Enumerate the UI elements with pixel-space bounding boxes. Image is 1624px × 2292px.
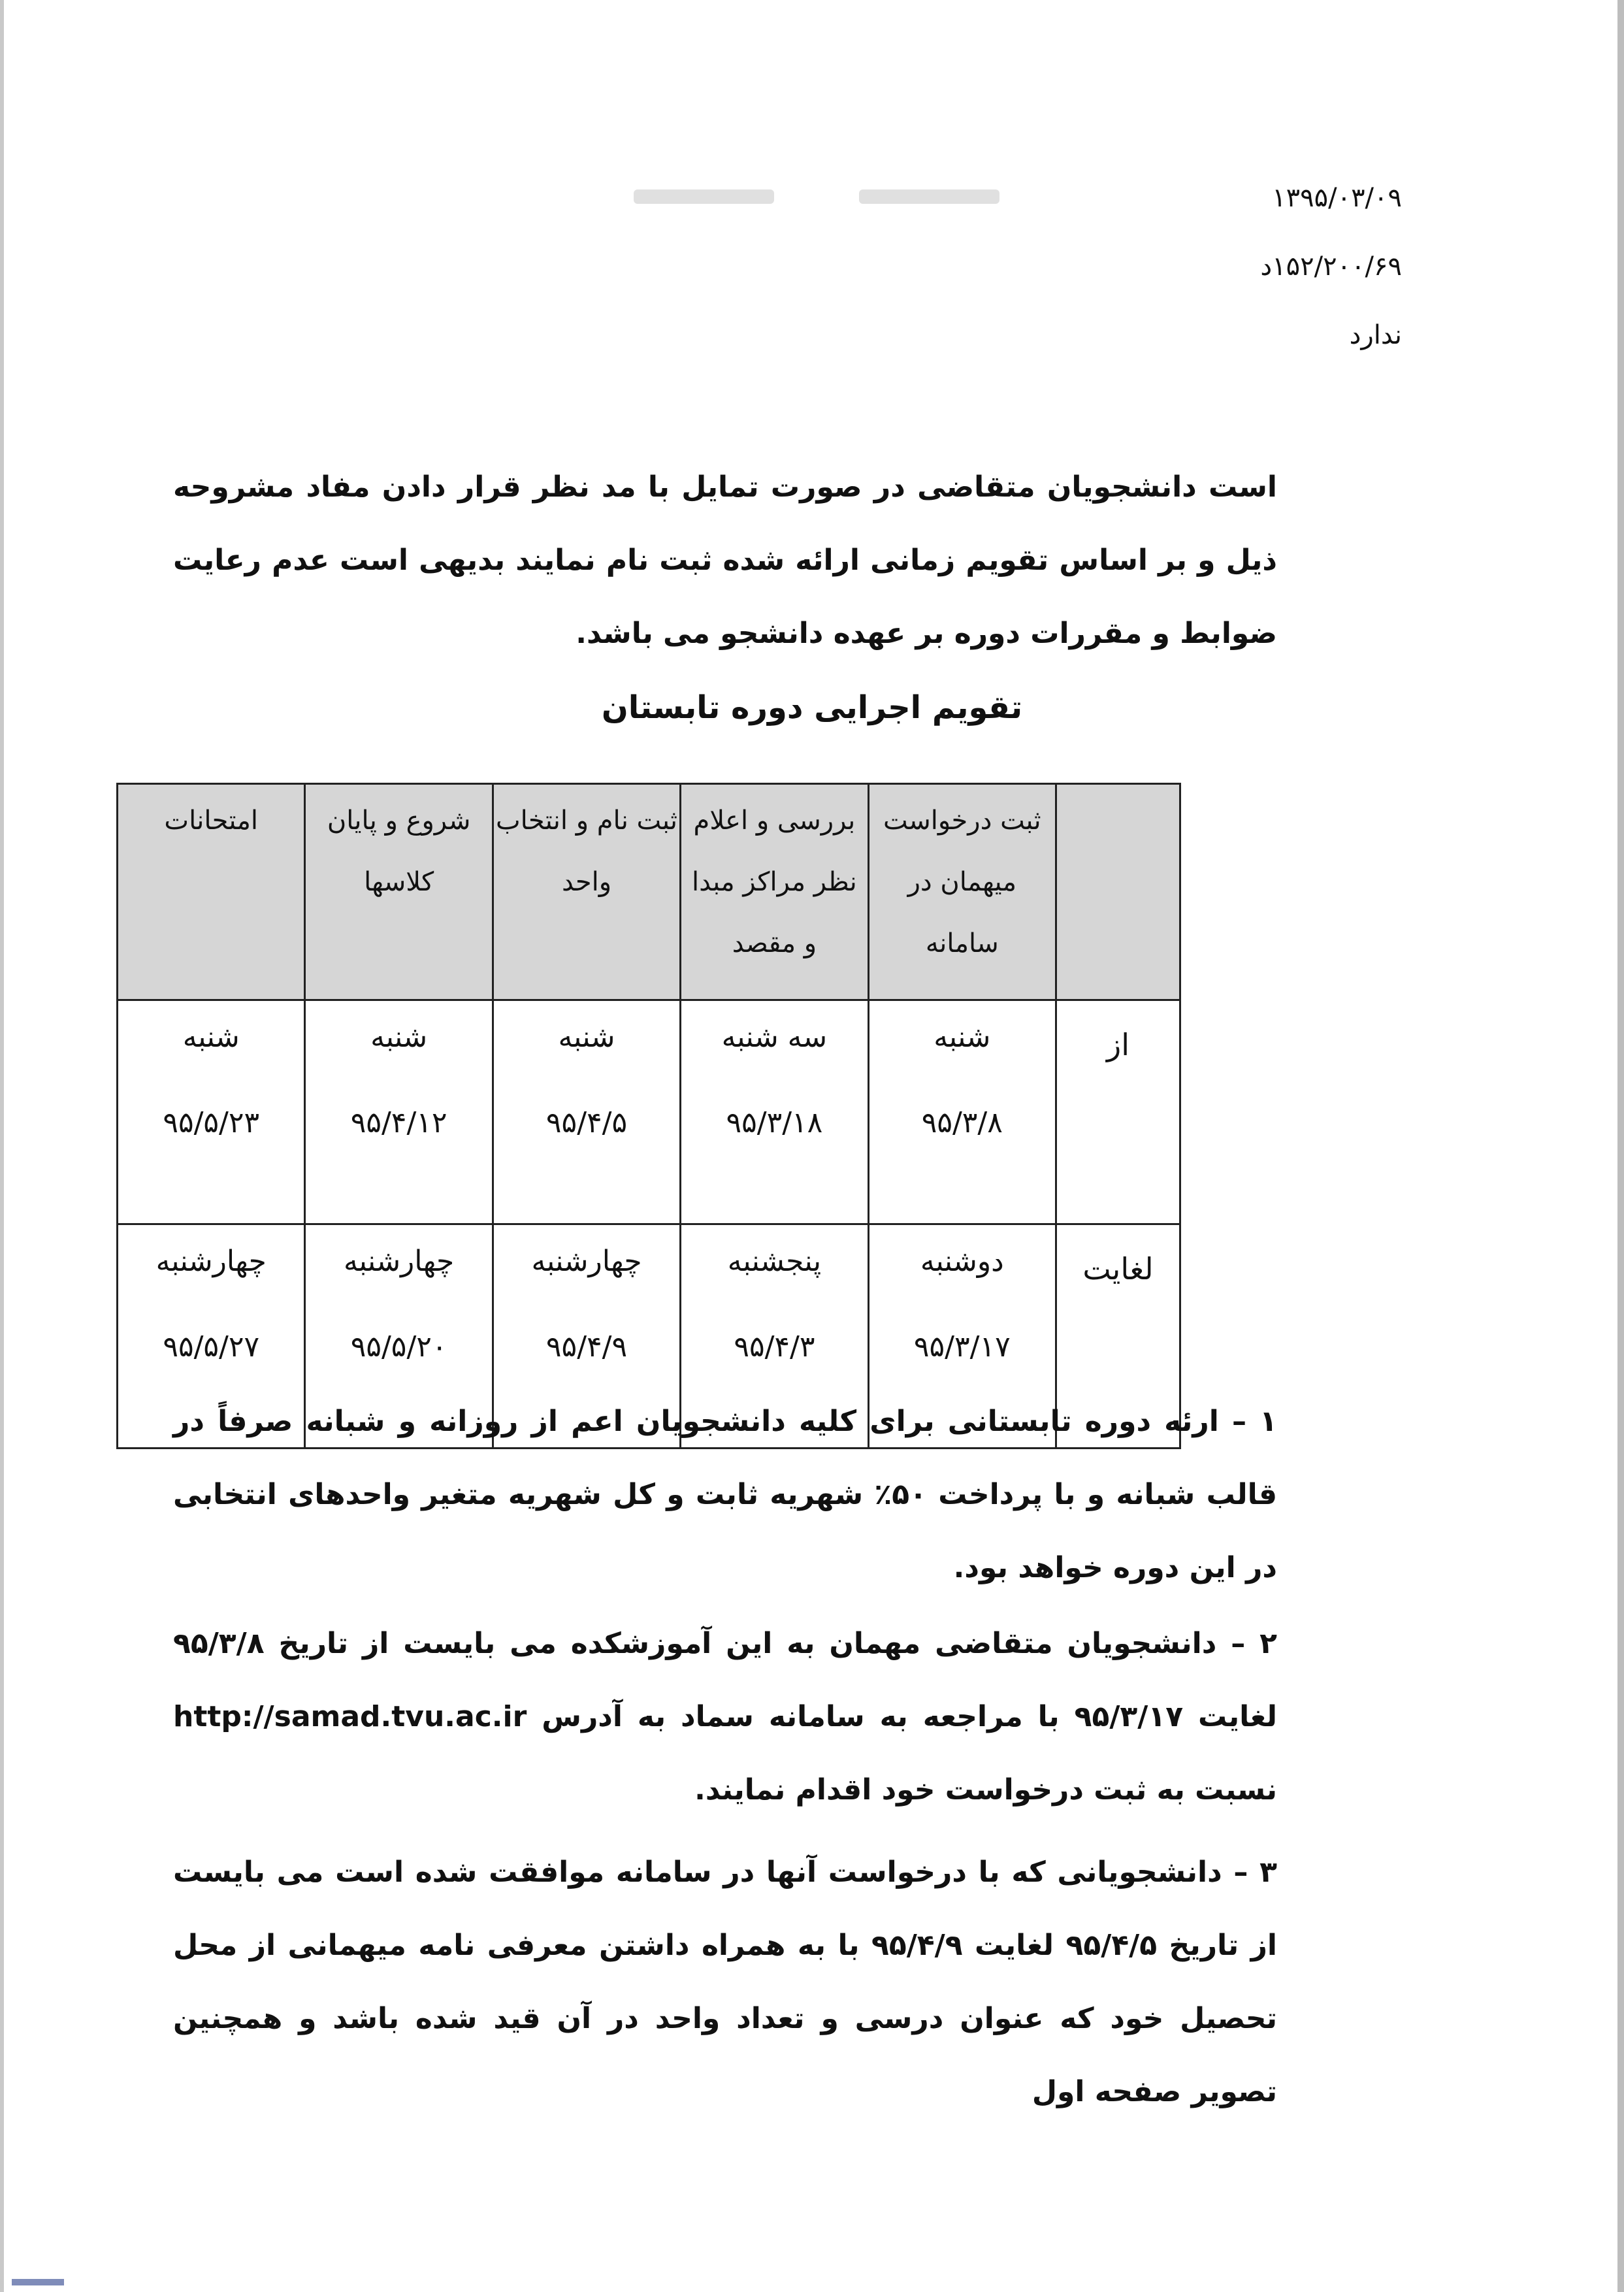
- table-row: [118, 1000, 1180, 1224]
- cell-day: پنجشنبه: [727, 1245, 822, 1278]
- letter-date: ۱۳۹۵/۰۳/۰۹: [1272, 183, 1402, 213]
- cell-date: ۹۵/۳/۱۸: [726, 1106, 823, 1139]
- cell-day: شنبه: [934, 1021, 991, 1054]
- cell-day: دوشنبه: [920, 1245, 1004, 1278]
- cell-date: ۹۵/۵/۲۰: [350, 1330, 447, 1364]
- cell-day: شنبه: [370, 1021, 428, 1054]
- table-title: تقویم اجرایی دوره تابستان: [601, 689, 1023, 726]
- row-label: لغایت: [1056, 1224, 1180, 1449]
- cell-date: ۹۵/۴/۹: [545, 1330, 628, 1364]
- cell-date: ۹۵/۴/۵: [545, 1106, 628, 1139]
- clause-2-paragraph: ۲ – دانشجویان متقاضی مهمان به این آموزشکده می بایست از تاریخ ۹۵/۳/۸ لغایت ۹۵/۳/۱۷ با مراجعه به سامانه سماد به آدرس http://samad.tvu.ac.ir نسبت به ثبت درخواست خود اقدام نمایند.: [173, 1627, 1277, 1807]
- table-header-cell: بررسی و اعلام نظر مراکز مبدا و مقصد: [681, 784, 868, 1000]
- cell-day: شنبه: [558, 1021, 615, 1054]
- cell-date: ۹۵/۳/۸: [921, 1106, 1003, 1139]
- table-cell: [493, 1000, 680, 1224]
- clause-3-paragraph: ۳ – دانشجویانی که با درخواست آنها در سامانه موافقت شده است می بایست از تاریخ ۹۵/۴/۵ لغایت ۹۵/۴/۹ با به همراه داشتن معرفی نامه میهمانی از محل تحصیل خود که عنوان درسی و تعداد واحد در آن قید شده باشد و همچنین تصویر صفحه اول: [173, 1856, 1277, 2108]
- schedule-table: [116, 783, 1181, 1449]
- faint-letterhead: [634, 189, 999, 216]
- cell-day: شنبه: [182, 1021, 240, 1054]
- table-cell: [118, 1000, 305, 1224]
- scan-corner-mark: [12, 2279, 64, 2285]
- cell-day: چهارشنبه: [344, 1245, 455, 1278]
- cell-date: ۹۵/۳/۱۷: [913, 1330, 1011, 1364]
- table-cell: [305, 1000, 493, 1224]
- faint-letterhead-mark: [634, 189, 774, 204]
- table-header-row: [118, 784, 1180, 1000]
- clause-1-paragraph: ۱ – ارئه دوره تابستانی برای کلیه دانشجویان اعم از روزانه و شبانه صرفاً در قالب شبانه و با پرداخت ۵۰٪ شهریه ثابت و کل شهریه متغیر واحدهای انتخابی در این دوره خواهد بود.: [173, 1405, 1277, 1584]
- cell-date: ۹۵/۴/۱۲: [350, 1106, 447, 1139]
- letter-attachment: ندارد: [1349, 320, 1402, 350]
- table-header-cell: شروع و پایان کلاسها: [305, 784, 493, 1000]
- table-corner-cell: [1056, 784, 1180, 1000]
- table-header-cell: ثبت درخواست میهمان در سامانه: [868, 784, 1056, 1000]
- cell-day: چهارشنبه: [531, 1245, 642, 1278]
- table-cell: [681, 1000, 868, 1224]
- cell-date: ۹۵/۴/۳: [734, 1330, 815, 1364]
- table-header-cell: امتحانات: [118, 784, 305, 1000]
- intro-paragraph: است دانشجویان متقاضی در صورت تمایل با مد نظر قرار دادن مفاد مشروحه ذیل و بر اساس تقویم زمانی ارائه شده ثبت نام نمایند بدیهی است عدم رعایت ضوابط و مقررات دوره بر عهده دانشجو می باشد.: [173, 470, 1277, 650]
- table-cell: [868, 1000, 1056, 1224]
- row-label: از: [1056, 1000, 1180, 1224]
- cell-date: ۹۵/۵/۲۷: [163, 1330, 260, 1364]
- cell-day: سه شنبه: [721, 1021, 828, 1054]
- table-header-cell: ثبت نام و انتخاب واحد: [493, 784, 680, 1000]
- cell-date: ۹۵/۵/۲۳: [163, 1106, 260, 1139]
- cell-day: چهارشنبه: [155, 1245, 267, 1278]
- letter-number: ۱۵۲/۲۰۰/۶۹د: [1260, 252, 1402, 282]
- faint-letterhead-mark: [859, 189, 999, 204]
